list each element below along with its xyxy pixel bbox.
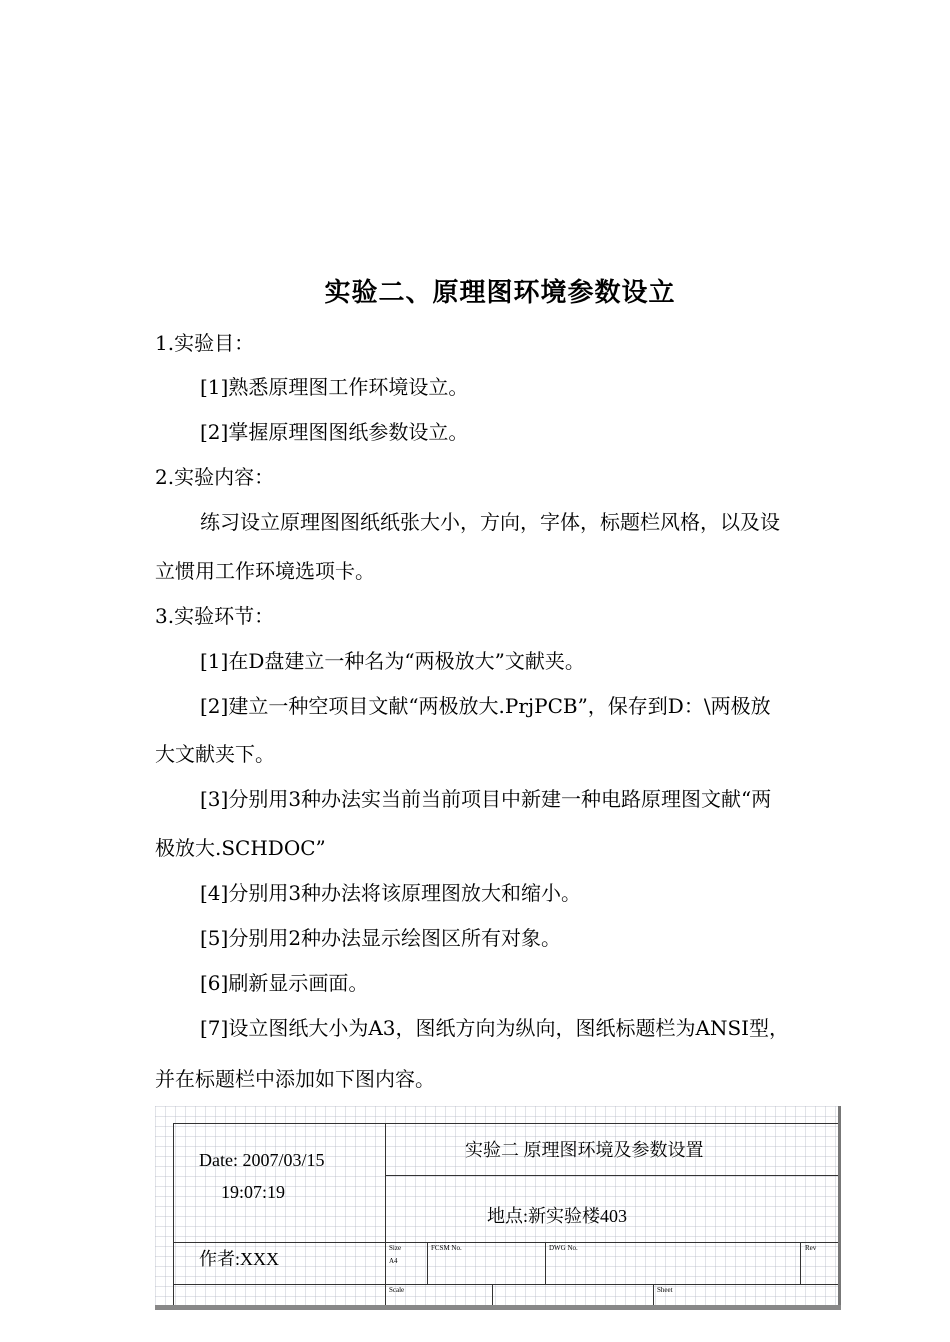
title-block-figure [155, 1106, 841, 1310]
purpose-item: [2]掌握原理图图纸参数设立。 [200, 420, 469, 444]
title-block-rev-label: Rev [805, 1244, 817, 1252]
step-line: [4]分别用3种办法将该原理图放大和缩小。 [200, 881, 582, 905]
section-heading-content: 2.实验内容： [155, 465, 275, 489]
title-block-time: 19:07:19 [221, 1182, 286, 1202]
title-block-fcsm-label: FCSM No. [431, 1244, 462, 1252]
step-line: [3]分别用3种办法实当前当前项目中新建一种电路原理图文献“两 [200, 787, 772, 811]
document-title: 实验二、原理图环境参数设立 [324, 278, 676, 308]
section-heading-purpose: 1.实验目： [155, 331, 255, 355]
step-line: [6]刷新显示画面。 [200, 971, 369, 995]
content-paragraph-line: 立惯用工作环境选项卡。 [155, 559, 375, 583]
step-line: 大文献夹下。 [155, 742, 275, 766]
title-block-sheet-label: Sheet [657, 1286, 673, 1294]
title-block-author: 作者:XXX [199, 1249, 279, 1269]
title-block-design-title: 实验二 原理图环境及参数设置 [465, 1140, 704, 1160]
step-line: 并在标题栏中添加如下图内容。 [155, 1067, 435, 1091]
step-line: [7]设立图纸大小为A3，图纸方向为纵向，图纸标题栏为ANSI型， [200, 1016, 790, 1040]
title-block-size-label: Size [389, 1244, 402, 1252]
title-block-dwg-label: DWG No. [549, 1244, 578, 1252]
step-line: [5]分别用2种办法显示绘图区所有对象。 [200, 926, 562, 950]
purpose-item: [1]熟悉原理图工作环境设立。 [200, 375, 469, 399]
step-line: [2]建立一种空项目文献“两极放大.PrjPCB”，保存到D：\两极放 [200, 694, 771, 718]
title-block-scale-label: Scale [389, 1286, 405, 1294]
content-paragraph-line: 练习设立原理图图纸纸张大小，方向，字体，标题栏风格，以及设 [200, 510, 780, 534]
step-line: 极放大.SCHDOC” [155, 836, 326, 860]
title-block-date: Date: 2007/03/15 [199, 1150, 325, 1170]
step-line: [1]在D盘建立一种名为“两极放大”文献夹。 [200, 649, 585, 673]
title-block-size-value: A4 [389, 1257, 398, 1265]
section-heading-steps: 3.实验环节： [155, 604, 275, 628]
title-block-location: 地点:新实验楼403 [487, 1206, 628, 1226]
